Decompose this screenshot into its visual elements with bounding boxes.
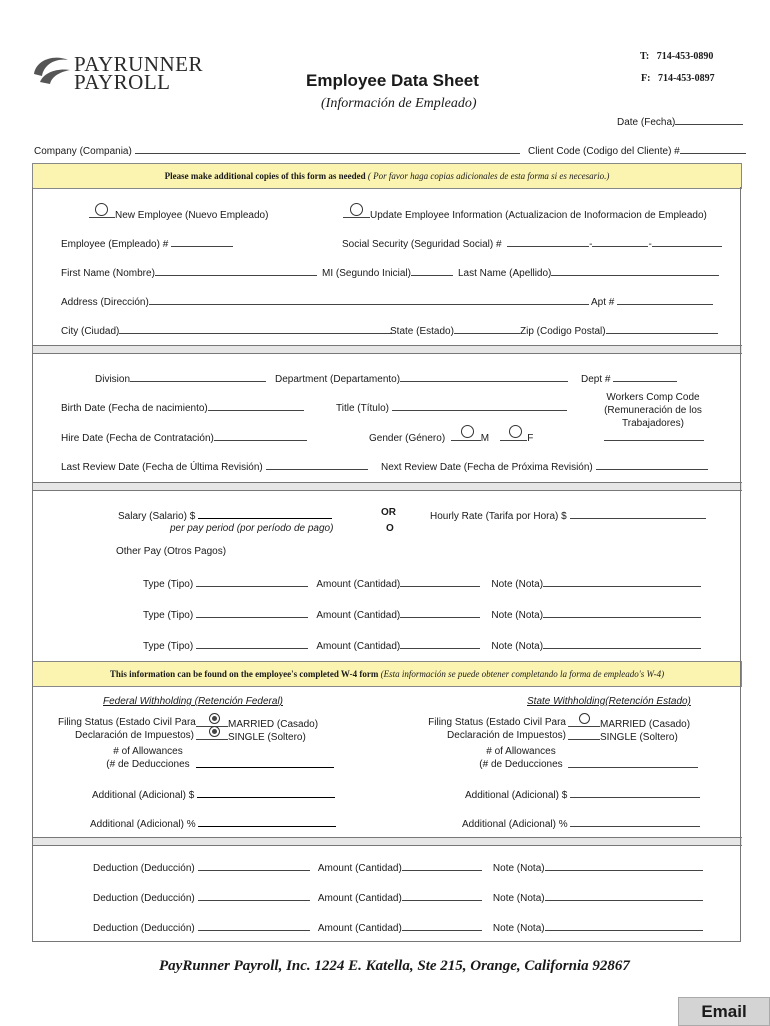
dept-number-label: Dept # — [581, 374, 611, 385]
client-code-field[interactable] — [528, 143, 746, 157]
birth-date-label: Birth Date (Fecha de nacimiento) — [61, 403, 208, 414]
amount-label: Amount (Cantidad) — [316, 579, 401, 590]
o-label: O — [386, 523, 394, 534]
logo-text-line1: PAYRUNNER — [74, 52, 203, 76]
per-pay-period-label: per pay period (por período de pago) — [170, 523, 334, 534]
federal-single-label: SINGLE (Soltero) — [228, 732, 306, 743]
fax-number: 714-453-0897 — [657, 73, 715, 84]
type-label: Type (Tipo) — [143, 641, 194, 652]
next-review-label: Next Review Date (Fecha de Próxima Revisión) — [381, 462, 593, 473]
address-label: Address (Dirección) — [61, 297, 149, 308]
amount-label: Amount (Cantidad) — [317, 893, 402, 904]
logo-swoosh-icon — [30, 52, 72, 86]
state-single-label: SINGLE (Soltero) — [600, 732, 678, 743]
page-title: Employee Data Sheet — [306, 71, 479, 90]
workers-comp-label-1: Workers Comp Code — [606, 392, 700, 403]
new-employee-label: New Employee (Nuevo Empleado) — [115, 210, 269, 221]
employee-number-label: Employee (Empleado) # — [61, 239, 169, 250]
type-label: Type (Tipo) — [143, 579, 194, 590]
form-frame — [32, 187, 741, 942]
ssn-label: Social Security (Seguridad Social) # — [342, 239, 502, 250]
amount-label: Amount (Cantidad) — [316, 641, 401, 652]
mi-label: MI (Segundo Inicial) — [322, 268, 411, 279]
title-label: Title (Título) — [336, 403, 389, 414]
type-label: Type (Tipo) — [143, 610, 194, 621]
other-pay-label: Other Pay (Otros Pagos) — [116, 546, 227, 557]
client-code-line[interactable] — [680, 143, 746, 154]
salary-label: Salary (Salario) $ — [118, 511, 196, 522]
phone-row — [640, 51, 713, 62]
hire-date-label: Hire Date (Fecha de Contratación) — [61, 433, 214, 444]
state-married-label: MARRIED (Casado) — [600, 719, 691, 730]
copies-banner-italic: ( Por favor haga copias adicionales de esta forma si es necesario.) — [367, 171, 610, 181]
date-field[interactable] — [617, 114, 743, 128]
fax-label: F: — [641, 73, 651, 84]
last-name-label: Last Name (Apellido) — [458, 268, 552, 279]
w4-banner-text: This information can be found on the employee's completed W-4 form — [109, 669, 379, 679]
copies-banner-text: Please make additional copies of this form as needed — [164, 171, 366, 181]
note-label: Note (Nota) — [492, 863, 545, 874]
state-filing-label-2: Declaración de Impuestos) — [447, 730, 566, 741]
federal-married-label: MARRIED (Casado) — [228, 719, 319, 730]
workers-comp-label-3: Trabajadores) — [622, 418, 684, 429]
federal-withholding-title: Federal Withholding (Retención Federal) — [103, 696, 283, 707]
w4-banner-italic: (Esta información se puede obtener completando la forma de empleado's W-4) — [380, 669, 665, 679]
federal-filing-label-2: Declaración de Impuestos) — [75, 730, 194, 741]
federal-allowances-label-1: # of Allowances — [113, 746, 183, 757]
footer-address: PayRunner Payroll, Inc. 1224 E. Katella, Ste 215, Orange, California 92867 — [159, 958, 630, 974]
phone-number: 714-453-0890 — [656, 51, 714, 62]
amount-label: Amount (Cantidad) — [317, 863, 402, 874]
federal-additional-dollar-label: Additional (Adicional) $ — [92, 790, 195, 801]
ssn-field[interactable]: Social Security (Seguridad Social) # - - — [342, 236, 722, 250]
state-withholding-title: State Withholding(Retención Estado) — [527, 696, 691, 707]
client-code-label: Client Code (Codigo del Cliente) # — [528, 146, 680, 157]
note-label: Note (Nota) — [492, 923, 545, 934]
first-name-label: First Name (Nombre) — [61, 268, 155, 279]
state-label: State (Estado) — [390, 326, 454, 337]
note-label: Note (Nota) — [492, 893, 545, 904]
company-label: Company (Compania) — [34, 146, 132, 157]
amount-label: Amount (Cantidad) — [317, 923, 402, 934]
state-filing-label-1: Filing Status (Estado Civil Para — [428, 717, 566, 728]
state-additional-pct-label: Additional (Adicional) % — [462, 819, 568, 830]
zip-label: Zip (Codigo Postal) — [520, 326, 606, 337]
email-button[interactable]: Email — [678, 997, 770, 1026]
update-employee-label: Update Employee Information (Actualizacion de Inoformacion de Empleado) — [370, 210, 707, 221]
apt-label: Apt # — [591, 297, 615, 308]
division-label: Division — [95, 374, 131, 385]
note-label: Note (Nota) — [491, 579, 544, 590]
gender-male-label: M — [480, 433, 490, 444]
page-subtitle: (Información de Empleado) — [321, 96, 477, 111]
department-label: Department (Departamento) — [275, 374, 401, 385]
logo-text-line2: PAYROLL — [74, 70, 171, 94]
city-label: City (Ciudad) — [61, 326, 120, 337]
gender-label: Gender (Género) — [369, 433, 446, 444]
company-field[interactable] — [34, 143, 520, 157]
workers-comp-label-2: (Remuneración de los — [604, 405, 702, 416]
state-allowances-label-2: (# de Deducciones — [479, 759, 563, 770]
fax-row — [641, 73, 715, 84]
deduction-label: Deduction (Deducción) — [93, 923, 195, 934]
state-allowances-label-1: # of Allowances — [486, 746, 556, 757]
deduction-label: Deduction (Deducción) — [93, 863, 195, 874]
federal-additional-pct-label: Additional (Adicional) % — [90, 819, 196, 830]
federal-filing-label-1: Filing Status (Estado Civil Para — [58, 717, 196, 728]
state-additional-dollar-label: Additional (Adicional) $ — [465, 790, 568, 801]
hourly-rate-label: Hourly Rate (Tarifa por Hora) $ — [430, 511, 567, 522]
amount-label: Amount (Cantidad) — [316, 610, 401, 621]
copies-banner — [32, 163, 742, 189]
deduction-label: Deduction (Deducción) — [93, 893, 195, 904]
federal-allowances-label-2: (# de Deducciones — [106, 759, 190, 770]
note-label: Note (Nota) — [491, 610, 544, 621]
company-line[interactable] — [135, 143, 520, 154]
gender-female-label: F — [527, 433, 534, 444]
date-line[interactable] — [675, 114, 743, 125]
or-label: OR — [381, 507, 396, 518]
phone-label: T: — [640, 51, 650, 62]
date-label: Date (Fecha) — [617, 117, 676, 128]
last-review-label: Last Review Date (Fecha de Última Revisión) — [61, 462, 263, 473]
note-label: Note (Nota) — [491, 641, 544, 652]
